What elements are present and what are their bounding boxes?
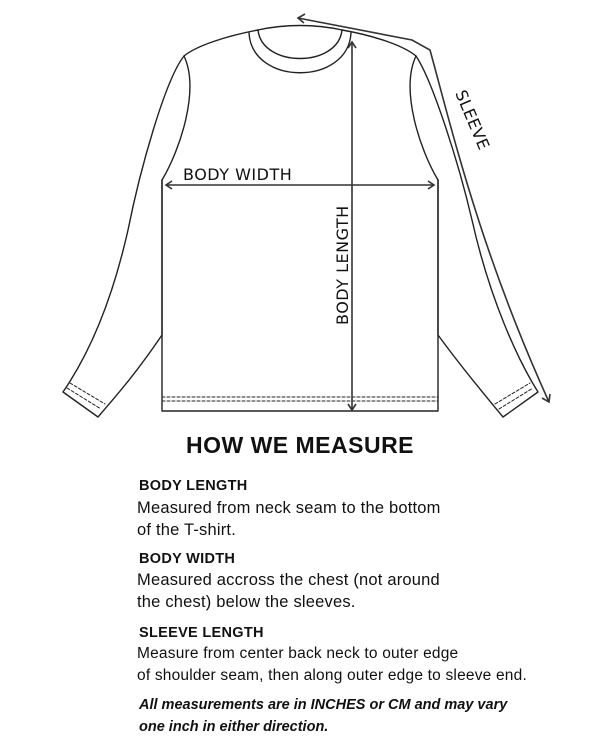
body-length-description <box>137 497 441 541</box>
sleeve-label: SLEEVE <box>451 87 494 153</box>
sleeve-length-description <box>137 643 527 687</box>
description-line: Measured from neck seam to the bottom <box>137 499 441 517</box>
description-line: Measured accross the chest (not around <box>137 571 440 589</box>
tshirt-outline-icon <box>63 26 538 418</box>
description-line: the chest) below the sleeves. <box>137 593 356 611</box>
body-width-description <box>137 569 440 613</box>
sleeve-length-title: SLEEVE LENGTH <box>139 625 264 641</box>
how-we-measure-heading: HOW WE MEASURE <box>185 432 415 458</box>
note-line: All measurements are in INCHES or CM and may vary <box>139 697 508 713</box>
description-line: of shoulder seam, then along outer edge to sleeve end. <box>137 667 527 684</box>
body-length-title: BODY LENGTH <box>139 478 248 494</box>
description-line: of the T-shirt. <box>137 521 236 539</box>
measurement-note <box>139 694 507 738</box>
note-line: one inch in either direction. <box>139 719 329 735</box>
body-length-label: BODY LENGTH <box>333 205 352 325</box>
body-width-label: BODY WIDTH <box>183 165 293 184</box>
body-width-title: BODY WIDTH <box>139 551 236 567</box>
description-line: Measure from center back neck to outer edge <box>137 645 459 662</box>
